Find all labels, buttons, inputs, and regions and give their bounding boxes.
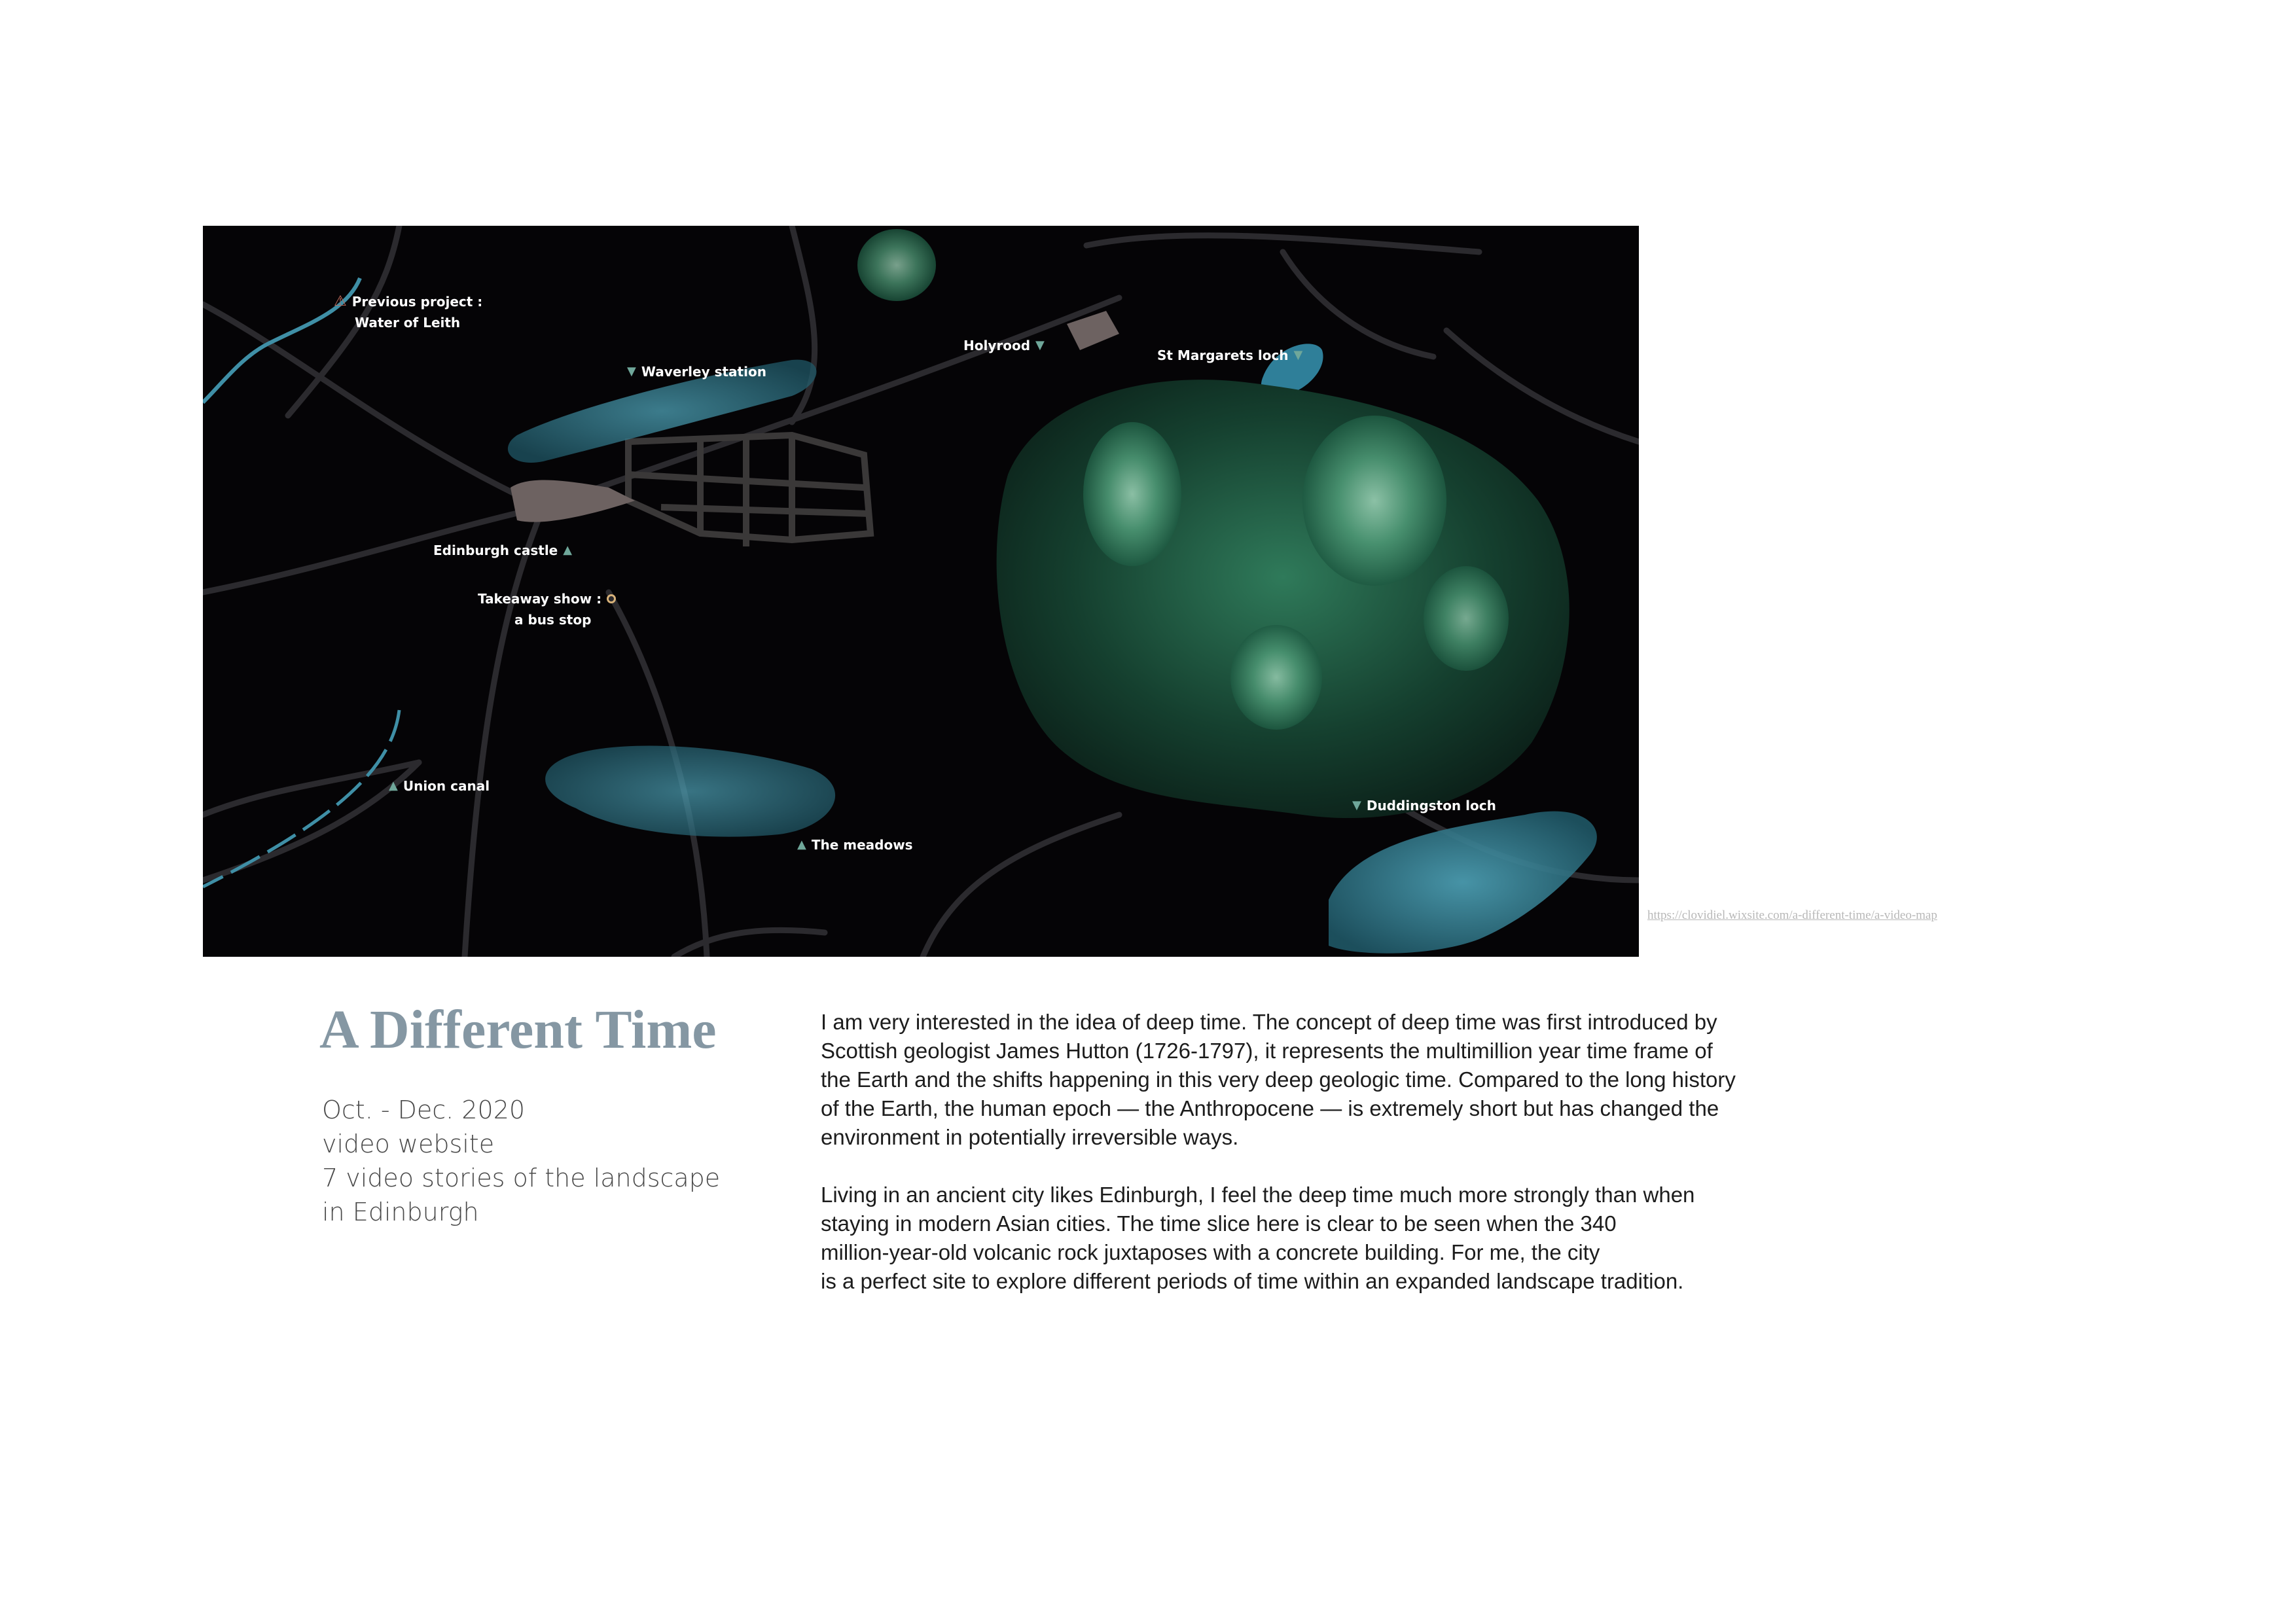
video-map-title: Video map on the website bbox=[1647, 854, 1903, 879]
label-waverley-station[interactable]: ▼ Waverley station bbox=[627, 361, 766, 382]
project-description bbox=[821, 1008, 1750, 1325]
label-holyrood[interactable]: Holyrood ▼ bbox=[963, 335, 1045, 356]
hill-peak-3 bbox=[1424, 566, 1509, 671]
circle-icon bbox=[607, 594, 616, 603]
the-meadows-water bbox=[545, 746, 835, 837]
label-previous-project[interactable]: ⚠ Previous project : Water of Leith bbox=[334, 291, 482, 312]
video-map-link[interactable]: https://clovidiel.wixsite.com/a-different-time/a-video-map bbox=[1647, 908, 1937, 922]
video-map-subtitle: Click the link below to explore bbox=[1647, 885, 1872, 904]
project-date: Oct. - Dec. 2020 bbox=[322, 1096, 526, 1124]
description-paragraph-1: I am very interested in the idea of deep time. The concept of deep time was first introduced by Scottish geologist James Hutton (1726-1797), it represents the multimillion year time frame of the Earth and the shifts happening in this very deep geologic time. Compared to the long history of the Earth, the human epoch — the Anthropocene — is extremely short but has changed the environment in potentially irreversible ways. bbox=[821, 1010, 1736, 1149]
duddingston-loch bbox=[1329, 812, 1597, 954]
label-union-canal[interactable]: ▲ Union canal bbox=[389, 776, 490, 796]
project-title: A Different Time bbox=[319, 999, 717, 1060]
project-location: in Edinburgh bbox=[322, 1198, 479, 1226]
label-edinburgh-castle[interactable]: Edinburgh castle ▲ bbox=[433, 540, 572, 561]
description-paragraph-2: Living in an ancient city likes Edinburgh, I feel the deep time much more strongly than when staying in modern Asian cities. The time slice here is clear to be seen when the 340 million-year-old volcanic rock juxtaposes with a concrete building. For me, the city is a perfect site to explore different periods of time within an expanded landscape tradition. bbox=[821, 1183, 1695, 1293]
edinburgh-castle-rock bbox=[511, 480, 635, 522]
old-town-streets bbox=[628, 435, 870, 546]
video-map[interactable] bbox=[203, 226, 1639, 957]
hill-peak-4 bbox=[1230, 625, 1322, 730]
triangle-down-icon: ▼ bbox=[1035, 338, 1045, 352]
hill-peak-2 bbox=[1302, 416, 1446, 586]
label-st-margarets-loch[interactable]: St Margarets loch ▼ bbox=[1157, 345, 1302, 366]
calton-hill bbox=[857, 229, 936, 301]
union-canal bbox=[203, 710, 399, 887]
label-takeaway-show[interactable]: Takeaway show : a bus stop bbox=[478, 588, 616, 609]
triangle-down-icon: ▼ bbox=[1293, 348, 1303, 362]
project-meta bbox=[322, 1093, 720, 1229]
triangle-up-icon: ▲ bbox=[389, 779, 398, 793]
map-artwork bbox=[203, 226, 1639, 957]
label-duddingston-loch[interactable]: ▼ Duddingston loch bbox=[1352, 795, 1496, 816]
project-type: video website bbox=[322, 1130, 495, 1158]
triangle-down-icon: ▼ bbox=[627, 365, 636, 378]
triangle-down-icon: ▼ bbox=[1352, 798, 1361, 812]
warning-icon: ⚠ bbox=[334, 293, 347, 310]
triangle-up-icon: ▲ bbox=[797, 838, 806, 851]
label-the-meadows[interactable]: ▲ The meadows bbox=[797, 834, 913, 855]
hill-peak-1 bbox=[1083, 422, 1181, 566]
triangle-up-icon: ▲ bbox=[563, 543, 573, 557]
project-summary: 7 video stories of the landscape bbox=[322, 1164, 721, 1192]
